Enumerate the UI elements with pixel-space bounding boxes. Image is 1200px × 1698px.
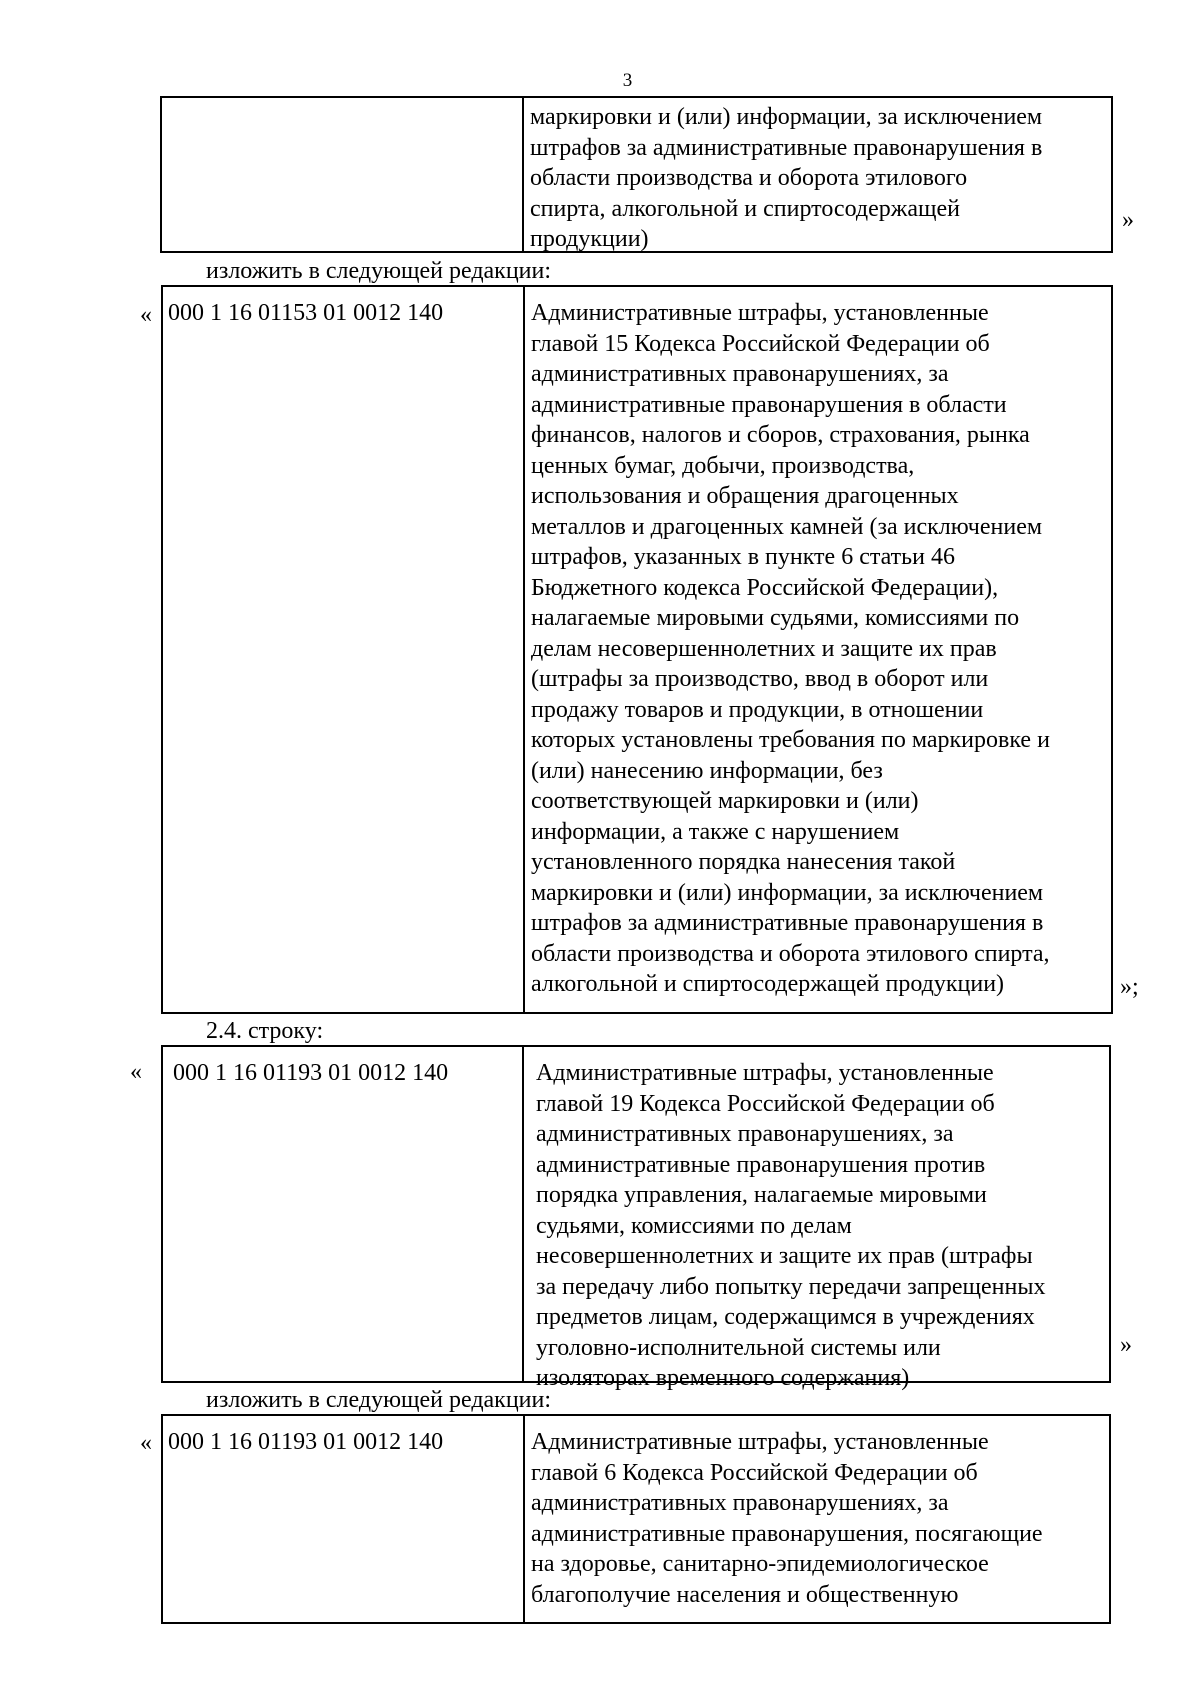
description-line: штрафов за административные правонарушения в (531, 910, 1044, 936)
description-line: ценных бумаг, добычи, производства, (531, 452, 915, 479)
description-line: спирта, алкогольной и спиртосодержащей (530, 195, 960, 222)
code-cell (162, 98, 524, 251)
description-line: которых установлены требования по маркировке и (531, 727, 1050, 753)
description-line: главой 6 Кодекса Российской Федерации об (531, 1459, 978, 1486)
description-line: предметов лицам, содержащимся в учреждениях (536, 1304, 1035, 1330)
paragraph-instruction: изложить в следующей редакции: (206, 1387, 552, 1413)
description-line: (или) нанесению информации, без (531, 757, 883, 784)
description-line: Бюджетного кодекса Российской Федерации), (531, 574, 999, 601)
description-line: главой 15 Кодекса Российской Федерации об (531, 330, 990, 357)
closing-quote: »; (1120, 974, 1139, 1000)
description-line: области производства и оборота этилового спирта, (531, 940, 1050, 967)
description-line: финансов, налогов и сборов, страхования, рынка (531, 422, 1030, 448)
description-line: административных правонарушениях, за (531, 1490, 949, 1516)
description-line: металлов и драгоценных камней (за исключением (531, 513, 1043, 540)
description-line: административные правонарушения в области (531, 391, 1007, 418)
description-line: изоляторах временного содержания) (536, 1365, 910, 1391)
description-line: несовершеннолетних и защите их прав (штрафы (536, 1243, 1033, 1269)
table-continuation (160, 96, 1113, 253)
description-line: на здоровье, санитарно-эпидемиологическое (531, 1551, 989, 1577)
description-line: продукции) (530, 226, 649, 252)
opening-quote: « (140, 1430, 152, 1456)
description-line: использования и обращения драгоценных (531, 483, 959, 509)
paragraph-item-2-4: 2.4. строку: (206, 1018, 324, 1044)
closing-quote: » (1122, 207, 1134, 233)
description-line: Административные штрафы, установленные (531, 300, 989, 326)
description-line: Административные штрафы, установленные (531, 1429, 989, 1455)
code-cell: 000 1 16 01153 01 0012 140 (163, 287, 525, 1012)
description-line: соответствующей маркировки и (или) (531, 788, 919, 814)
description-line: алкогольной и спиртосодержащей продукции) (531, 971, 1005, 997)
closing-quote: » (1120, 1332, 1132, 1358)
description-line: (штрафы за производство, ввод в оборот или (531, 666, 989, 692)
description-cell (524, 1047, 1109, 1391)
description-line: маркировки и (или) информации, за исключением (530, 104, 1043, 130)
description-line: делам несовершеннолетних и защите их прав (531, 635, 997, 662)
description-line: области производства и оборота этилового (530, 165, 968, 191)
description-line: налагаемые мировыми судьями, комиссиями по (531, 605, 1020, 631)
description-line: штрафов, указанных в пункте 6 статьи 46 (531, 544, 955, 570)
description-line: административные правонарушения, посягающие (531, 1520, 1043, 1547)
description-line: штрафов за административные правонарушения в (530, 134, 1043, 161)
table-row-01193-old (161, 1045, 1111, 1391)
description-line: информации, а также с нарушением (531, 818, 900, 845)
description-cell (525, 1416, 1109, 1622)
page-number: 3 (622, 70, 633, 91)
description-line: судьями, комиссиями по делам (536, 1212, 852, 1239)
description-cell (524, 98, 1111, 251)
description-line: уголовно-исполнительной системы или (536, 1334, 941, 1361)
description-line: административных правонарушениях, за (536, 1121, 954, 1147)
code-cell: 000 1 16 01193 01 0012 140 (163, 1416, 525, 1622)
description-line: главой 19 Кодекса Российской Федерации об (536, 1090, 995, 1117)
description-line: маркировки и (или) информации, за исключением (531, 879, 1044, 906)
opening-quote: « (130, 1059, 142, 1085)
description-line: благополучие населения и общественную (531, 1581, 959, 1608)
table-row-01153-new (161, 285, 1113, 1014)
table-row-01193-new (161, 1414, 1111, 1624)
description-line: установленного порядка нанесения такой (531, 849, 956, 875)
description-line: порядка управления, налагаемые мировыми (536, 1182, 987, 1208)
description-line: административные правонарушения против (536, 1151, 986, 1178)
description-line: административных правонарушениях, за (531, 361, 949, 387)
description-line: за передачу либо попытку передачи запрещенных (536, 1273, 1046, 1300)
code-cell: 000 1 16 01193 01 0012 140 (163, 1047, 524, 1381)
description-line: Административные штрафы, установленные (536, 1060, 994, 1086)
description-cell (525, 287, 1111, 1012)
opening-quote: « (140, 302, 152, 328)
description-line: продажу товаров и продукции, в отношении (531, 696, 984, 723)
paragraph-instruction: изложить в следующей редакции: (206, 258, 552, 284)
